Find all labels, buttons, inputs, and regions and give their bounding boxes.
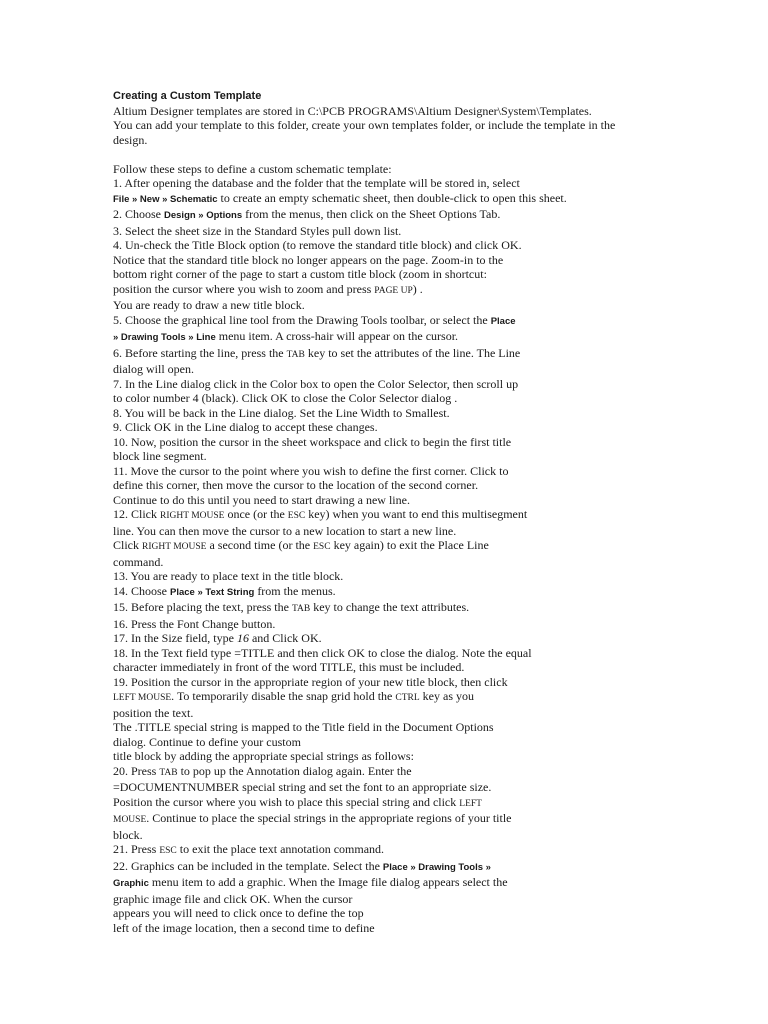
text-run: 20. Press (113, 763, 160, 778)
key-name: LEFT MOUSE (113, 693, 172, 703)
text-run: position the cursor where you wish to zoom and press (113, 281, 375, 296)
step-10-line: block line segment. (113, 449, 207, 463)
step-4-line: 4. Un-check the Title Block option (to remove the standard title block) and click OK. (113, 238, 522, 252)
text-run: key again) to exit the Place Line (330, 538, 489, 552)
step-20-line (113, 811, 653, 828)
key-name: RIGHT MOUSE (160, 511, 225, 521)
text-run: ) . (412, 281, 423, 296)
text-run: 22. Graphics can be included in the template. Select the (113, 858, 383, 873)
step-22-line (113, 859, 653, 876)
text-run: . To temporarily disable the snap grid hold the (171, 689, 396, 703)
step-2-line (113, 207, 653, 224)
note-line: The .TITLE special string is mapped to the Title field in the Document Options (113, 720, 494, 734)
step-19-line (113, 689, 653, 706)
text-run: to pop up the Annotation dialog again. Enter the (177, 763, 412, 778)
step-20-line (113, 764, 653, 781)
step-12-line (113, 507, 653, 524)
step-8-line: 8. You will be back in the Line dialog. Set the Line Width to Smallest. (113, 405, 450, 420)
step-11-line: define this corner, then move the cursor to the location of the second corner. (113, 478, 479, 492)
text-run: Click (113, 538, 142, 552)
text-run: 14. Choose (113, 583, 170, 598)
intro-line-1: Altium Designer templates are stored in C:\PCB PROGRAMS\Altium Designer\System\Templates. (113, 103, 592, 118)
step-12-line (113, 538, 653, 555)
step-6-line: dialog will open. (113, 362, 194, 376)
text-run: 21. Press (113, 842, 160, 856)
text-run: from the menus, then click on the Sheet Options Tab. (242, 207, 501, 221)
note-line: dialog. Continue to define your custom (113, 734, 301, 749)
key-name: ESC (159, 846, 177, 856)
text-run: to create an empty schematic sheet, then double-click to open this sheet. (217, 190, 567, 205)
step-9-line: 9. Click OK in the Line dialog to accept these changes. (113, 420, 378, 434)
key-name: TAB (291, 604, 311, 614)
step-15-line (113, 600, 653, 617)
text-run: 12. Click (113, 507, 160, 521)
text-run: menu item to add a graphic. When the Image file dialog appears select the (148, 875, 508, 889)
menu-path: » Drawing Tools » Line (113, 332, 216, 343)
step-10-line: 10. Now, position the cursor in the sheet workspace and click to begin the first title (113, 434, 512, 449)
menu-path: Graphic (113, 878, 149, 889)
step-3-line: 3. Select the sheet size in the Standard Styles pull down list. (113, 223, 402, 238)
text-run: 6. Before starting the line, press the (113, 345, 287, 360)
text-run: . Continue to place the special strings in the appropriate regions of your title (146, 811, 512, 825)
note-line: title block by adding the appropriate special strings as follows: (113, 749, 414, 763)
step-12-line: line. You can then move the cursor to a new location to start a new line. (113, 523, 457, 538)
step-18-line: 18. In the Text field type =TITLE and then click OK to close the dialog. Note the equal (113, 645, 532, 660)
text-run: 2. Choose (113, 207, 164, 221)
italic-value: 16 (236, 631, 249, 645)
step-22-line (113, 875, 653, 892)
text-run: to exit the place text annotation command. (176, 842, 385, 856)
text-run: key to set the attributes of the line. The Line (304, 345, 521, 360)
paragraph-gap (113, 147, 653, 162)
step-5-line (113, 329, 653, 346)
step-4-line: You are ready to draw a new title block. (113, 298, 305, 312)
text-run: and Click OK. (248, 631, 322, 645)
menu-path: Place » Drawing Tools » (382, 861, 491, 873)
step-12-line: command. (113, 554, 164, 569)
text-run: key to change the text attributes. (310, 600, 470, 614)
step-22-line: left of the image location, then a second time to define (113, 920, 375, 935)
text-run: Position the cursor where you wish to place this special string and click (113, 794, 460, 809)
step-20-line: =DOCUMENTNUMBER special string and set the font to an appropriate size. (113, 780, 492, 794)
step-4-line: bottom right corner of the page to start a custom title block (zoom in shortcut: (113, 267, 487, 281)
intro-line-3: design. (113, 132, 148, 147)
key-name: PAGE UP (374, 285, 413, 296)
key-name: RIGHT MOUSE (142, 542, 207, 552)
key-name: TAB (159, 767, 178, 778)
step-18-line: character immediately in front of the word TITLE, this must be included. (113, 660, 465, 674)
step-17-line (113, 631, 653, 646)
step-22-line: graphic image file and click OK. When the cursor (113, 891, 353, 906)
step-4-line (113, 282, 653, 299)
text-run: from the menus. (254, 583, 336, 598)
menu-path: Place » Text String (170, 586, 255, 598)
step-13-line: 13. You are ready to place text in the title block. (113, 569, 344, 583)
step-7-line: to color number 4 (black). Click OK to close the Color Selector dialog . (113, 391, 458, 405)
key-name: TAB (286, 349, 305, 360)
key-name: CTRL (395, 693, 420, 703)
step-19-line: position the text. (113, 705, 194, 720)
section-title: Creating a Custom Template (113, 90, 262, 102)
step-4-line: Notice that the standard title block no longer appears on the page. Zoom-in to the (113, 252, 504, 267)
text-run: once (or the (224, 507, 288, 521)
text-run: menu item. A cross-hair will appear on the cursor. (215, 329, 459, 343)
step-20-line: block. (113, 827, 143, 842)
steps-intro: Follow these steps to define a custom schematic template: (113, 161, 392, 176)
text-run: 5. Choose the graphical line tool from the Drawing Tools toolbar, or select the (113, 312, 491, 327)
step-1-line: 1. After opening the database and the folder that the template will be stored in, select (113, 176, 520, 190)
text-run: a second time (or the (206, 538, 314, 552)
menu-path: Design » Options (164, 210, 243, 221)
step-11-line: Continue to do this until you need to start drawing a new line. (113, 492, 410, 507)
step-21-line (113, 842, 653, 859)
menu-path: Place (490, 315, 516, 327)
step-7-line: 7. In the Line dialog click in the Color box to open the Color Selector, then scroll up (113, 376, 519, 391)
step-1-line (113, 191, 653, 208)
step-14-line (113, 584, 653, 601)
text-run: 17. In the Size field, type (113, 631, 237, 645)
menu-path: File » New » Schematic (113, 193, 218, 205)
text-run: 15. Before placing the text, press the (113, 600, 292, 614)
key-name: ESC (287, 511, 306, 521)
text-run: key as you (419, 689, 474, 703)
key-name: LEFT (459, 798, 482, 809)
step-19-line: 19. Position the cursor in the appropriate region of your new title block, then click (113, 674, 508, 689)
step-22-line: appears you will need to click once to define the top (113, 906, 364, 920)
step-11-line: 11. Move the cursor to the point where you wish to define the first corner. Click to (113, 463, 509, 478)
intro-line-2: You can add your template to this folder, create your own templates folder, or include the template in the (113, 118, 616, 132)
step-5-line (113, 313, 653, 330)
key-name: MOUSE (113, 815, 147, 825)
document-body (113, 89, 653, 935)
step-6-line (113, 346, 653, 363)
step-16-line: 16. Press the Font Change button. (113, 616, 276, 631)
text-run: key) when you want to end this multisegment (305, 507, 528, 521)
step-20-line (113, 795, 653, 812)
key-name: ESC (313, 542, 331, 552)
